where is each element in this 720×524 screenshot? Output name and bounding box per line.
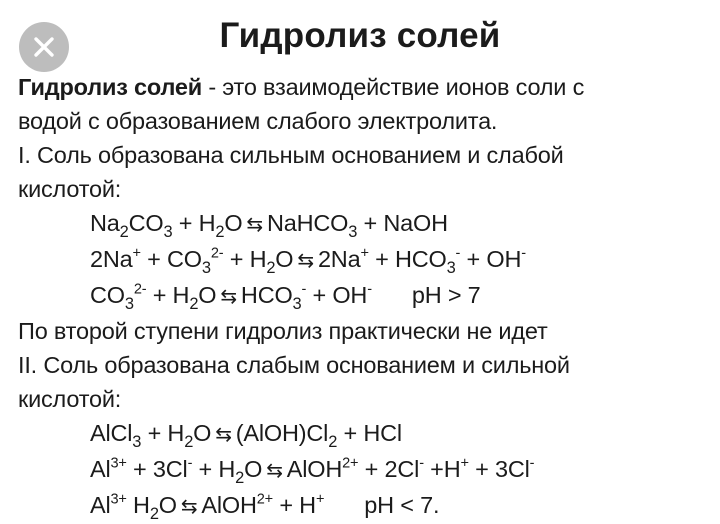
note-line: По второй ступени гидролиз практически не идет [18,318,548,344]
ph-value: pH > 7 [411,282,481,308]
equilibrium-arrow-icon: ⇆ [246,214,263,236]
equilibrium-arrow-icon: ⇆ [180,496,198,518]
section-1-heading: I. Соль образована сильным основанием и слабой [18,142,564,168]
equation-2-2: $Al^{3+} + 3Cl^- + H_2O$ ⇆ AlOH$^{2+}$ + 2Cl- +H+ + 3Cl- [90,455,535,487]
ph-value: pH < 7. [364,492,440,518]
definition-line-2: водой с образованием слабого электролита. [18,108,498,134]
section-1-heading-cont: кислотой: [18,176,122,202]
definition-term: Гидролиз солей [18,74,202,100]
equilibrium-arrow-icon: ⇆ [220,286,237,308]
definition-text: - это взаимодействие ионов соли с [201,74,585,100]
section-2-heading: II. Соль образована слабым основанием и сильной [18,352,570,378]
equation-2-3: $Al^{3+}$ $H_2O$ ⇆ AlOH$^{2+}$ + H+ pH < 7. [18,488,708,524]
equilibrium-arrow-icon: ⇆ [297,250,314,272]
equation-1-1: $Na_2CO_3 + H_2O$ ⇆ NaHCO$_3$ + NaOH [90,210,448,241]
equation-1-2: $2Na^+ + CO_3^{2-} + H_2O$ ⇆ $2Na^+ + HCO_3^- + OH^-$ [90,245,526,277]
page-title: Гидролиз солей [219,16,501,55]
equilibrium-arrow-icon: ⇆ [215,424,232,446]
definition-line-1 [18,70,708,104]
document-body [18,70,708,524]
section-2-heading-cont: кислотой: [18,386,122,412]
equation-1-3: $CO_3^{2-} + H_2O$ ⇆ $HCO_3^- + OH^-$ pH > 7 [18,278,708,314]
equilibrium-arrow-icon: ⇆ [266,460,283,482]
equation-2-1: AlCl$_3$ + $H_2O$ ⇆ $(AlOH)Cl_2$ + HCl [90,420,402,451]
